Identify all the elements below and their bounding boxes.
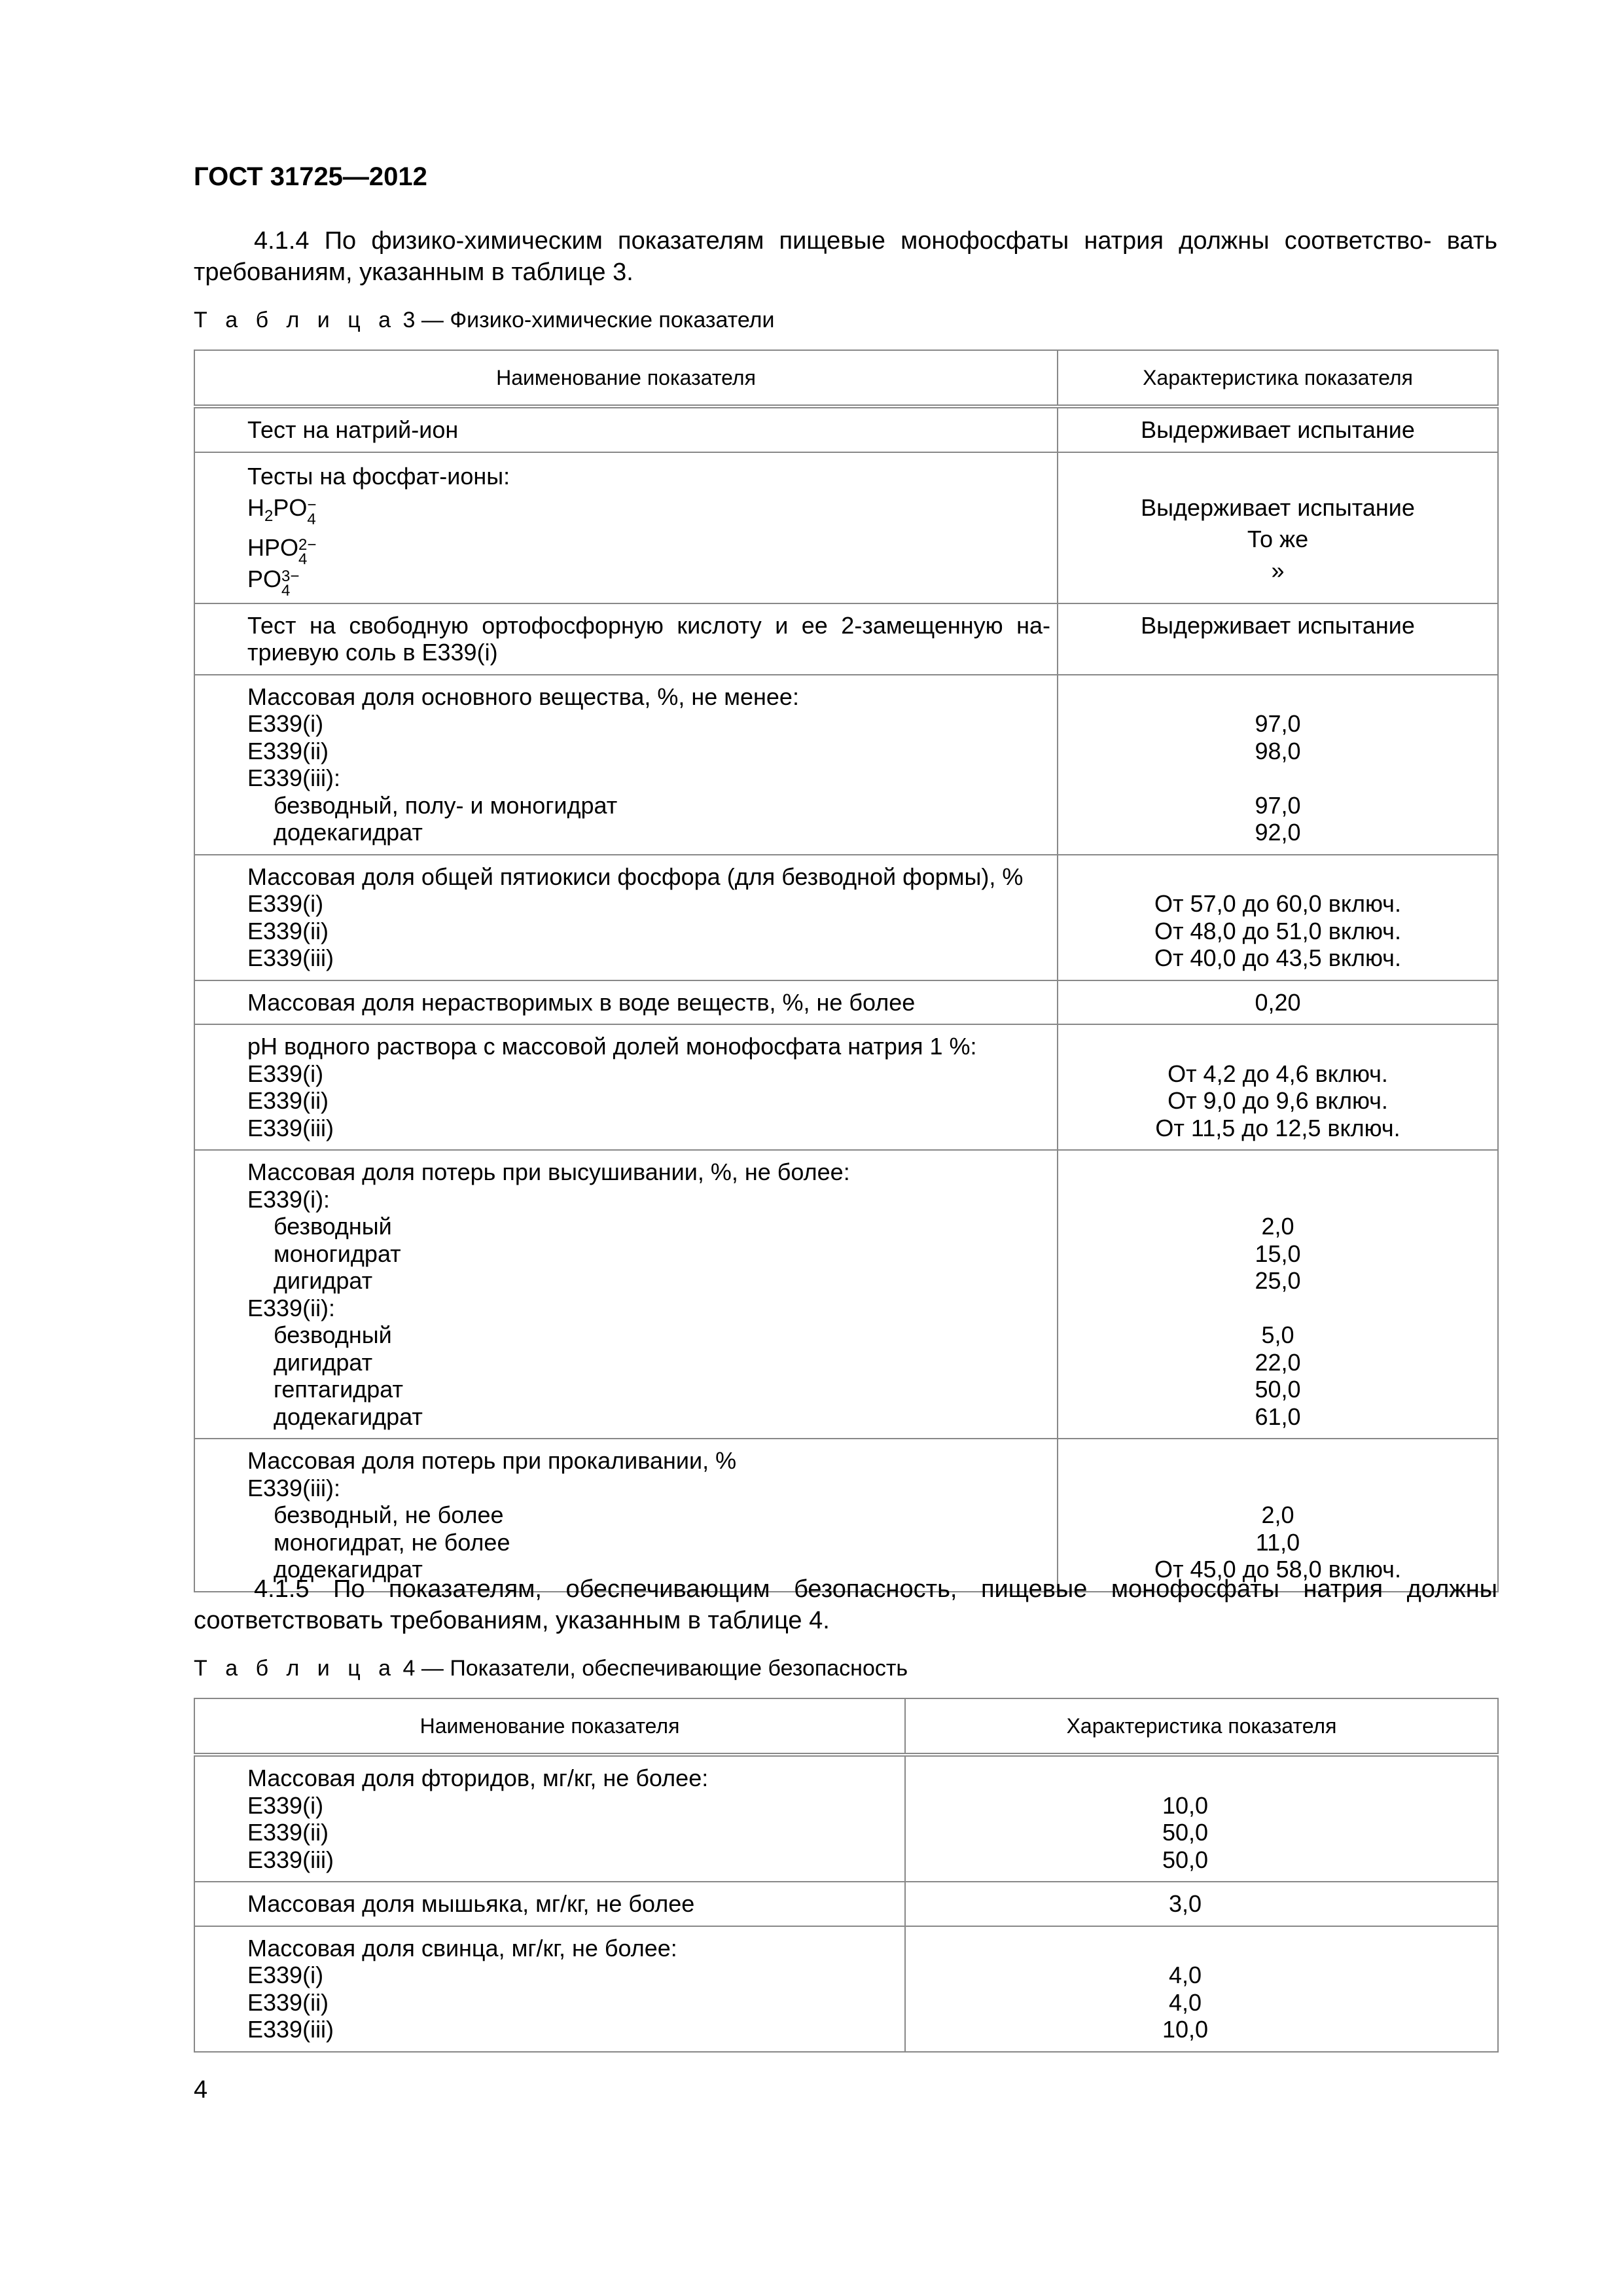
page-number: 4 <box>194 2076 208 2104</box>
table-row <box>194 1926 1498 2052</box>
paragraph-text: По физико-химическим показателям пищевые монофосфаты натрия должны соответство- вать требованиям, указанным в таблице 3. <box>194 227 1497 286</box>
table-number: 3 <box>402 308 416 332</box>
row-value: 4,0 4,0 10,0 <box>905 1926 1498 2052</box>
column-header-value: Характеристика показателя <box>1058 350 1498 406</box>
document-header: ГОСТ 31725—2012 <box>194 162 427 191</box>
table-label: Т а б л и ц а <box>194 1656 397 1681</box>
row-title: Тесты на фосфат-ионы: <box>247 462 510 490</box>
table-3-caption <box>194 308 774 333</box>
row-name: Массовая доля нерастворимых в воде веществ, %, не более <box>194 980 1058 1025</box>
table-header-row <box>194 350 1498 406</box>
table-row <box>194 855 1498 980</box>
row-value: 2,0 11,0 От 45,0 до 58,0 включ. <box>1058 1439 1498 1592</box>
table-3 <box>194 350 1499 1592</box>
row-name: Тест на натрий-ион <box>194 406 1058 452</box>
row-name: Массовая доля потерь при прокаливании, % Е339(iii): безводный, не более моногидрат, не более додекагидрат <box>194 1439 1058 1592</box>
table-row <box>194 1439 1498 1592</box>
row-name: Массовая доля основного вещества, %, не менее: Е339(i) Е339(ii) Е339(iii): безводный, полу- и моногидрат додекагидрат <box>194 675 1058 855</box>
row-value: 97,0 98,0 97,0 92,0 <box>1058 675 1498 855</box>
column-header-name: Наименование показателя <box>194 1698 905 1755</box>
table-row <box>194 1882 1498 1926</box>
paragraph-4-1-4 <box>194 225 1497 288</box>
table-4-caption <box>194 1656 908 1681</box>
paragraph-4-1-5 <box>194 1573 1497 1636</box>
row-name: Массовая доля фторидов, мг/кг, не более: Е339(i) Е339(ii) Е339(iii) <box>194 1755 905 1882</box>
table-row <box>194 1150 1498 1439</box>
column-header-value: Характеристика показателя <box>905 1698 1498 1755</box>
table-row <box>194 1024 1498 1150</box>
table-title: — Физико-химические показатели <box>421 308 775 332</box>
ion-dihydrogen-phosphate: $H_2PO$ − 4 <box>247 493 317 528</box>
row-name: Массовая доля потерь при высушивании, %, не более: Е339(i): безводный моногидрат дигидрат Е339(ii): безводный дигидрат гептагидрат додекагидрат <box>194 1150 1058 1439</box>
row-value: 3,0 <box>905 1882 1498 1926</box>
row-name: Массовая доля мышьяка, мг/кг, не более <box>194 1882 905 1926</box>
row-value: Выдерживает испытание <box>1058 406 1498 452</box>
row-name: pH водного раствора с массовой долей монофосфата натрия 1 %: Е339(i) Е339(ii) Е339(iii) <box>194 1024 1058 1150</box>
table-title: — Показатели, обеспечивающие безопасность <box>421 1656 908 1681</box>
row-value: 10,0 50,0 50,0 <box>905 1755 1498 1882</box>
row-name <box>194 452 1058 603</box>
table-label: Т а б л и ц а <box>194 308 397 332</box>
paragraph-number: 4.1.5 <box>254 1575 310 1603</box>
table-row <box>194 452 1498 603</box>
row-value: 0,20 <box>1058 980 1498 1025</box>
ion-phosphate: PO 3− 4 <box>247 565 300 600</box>
table-row <box>194 675 1498 855</box>
ion-hydrogen-phosphate: HPO 2− 4 <box>247 533 317 568</box>
row-value: Выдерживает испытание То же » <box>1058 452 1498 603</box>
table-row <box>194 980 1498 1025</box>
row-value: Выдерживает испытание <box>1058 603 1498 675</box>
row-name: Массовая доля свинца, мг/кг, не более: Е339(i) Е339(ii) Е339(iii) <box>194 1926 905 2052</box>
row-value: От 4,2 до 4,6 включ. От 9,0 до 9,6 включ. От 11,5 до 12,5 включ. <box>1058 1024 1498 1150</box>
table-row <box>194 406 1498 452</box>
row-name: Массовая доля общей пятиокиси фосфора (для безводной формы), % Е339(i) Е339(ii) Е339(iii) <box>194 855 1058 980</box>
table-row <box>194 603 1498 675</box>
row-value: 2,0 15,0 25,0 5,0 22,0 50,0 61,0 <box>1058 1150 1498 1439</box>
table-4 <box>194 1698 1499 2053</box>
column-header-name: Наименование показателя <box>194 350 1058 406</box>
row-value: От 57,0 до 60,0 включ. От 48,0 до 51,0 включ. От 40,0 до 43,5 включ. <box>1058 855 1498 980</box>
table-number: 4 <box>402 1656 416 1681</box>
paragraph-text: По показателям, обеспечивающим безопасность, пищевые монофосфаты натрия должны соответствовать требованиям, указанным в таблице 4. <box>194 1575 1497 1634</box>
table-row <box>194 1755 1498 1882</box>
paragraph-number: 4.1.4 <box>254 227 310 255</box>
table-header-row <box>194 1698 1498 1755</box>
row-name: Тест на свободную ортофосфорную кислоту и ее 2-замещенную на- триевую соль в Е339(i) <box>194 603 1058 675</box>
